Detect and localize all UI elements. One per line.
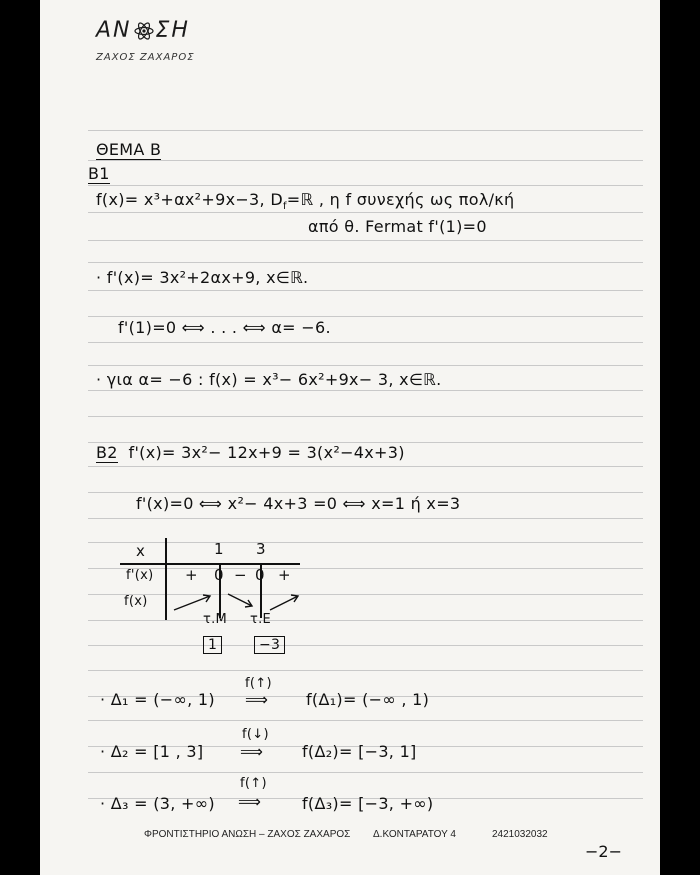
ruled-line: [88, 262, 643, 263]
bullet: ·: [100, 742, 106, 761]
b2-label: Β2: [96, 443, 118, 462]
b1-continuity: , η f συνεχής ως πολ/κή: [318, 190, 515, 209]
row-x-label: x: [136, 542, 146, 560]
interval-name: Δ₃: [110, 794, 129, 813]
notebook-page: [40, 0, 660, 875]
ruled-line: [88, 542, 643, 543]
logo-subtitle: ΖΑΧΟΣ ΖΑΧΑΡΟΣ: [96, 52, 195, 63]
footer-address: Δ.ΚΟΝΤΑΡΑΤΟΥ 4: [373, 829, 456, 840]
interval-row-1: [100, 690, 215, 709]
theme-title: ΘΕΜΑ Β: [96, 140, 162, 159]
table-hline: [120, 563, 300, 565]
b2-roots: f'(x)=0 ⟺ x²− 4x+3 =0 ⟺ x=1 ή x=3: [136, 494, 461, 513]
b1-derivative: · f'(x)= 3x²+2αx+9, x∈ℝ.: [96, 268, 309, 287]
ruled-line: [88, 240, 643, 241]
interval-value: = (3, +∞): [134, 794, 215, 813]
ruled-line: [88, 365, 643, 366]
x1-value: 1: [214, 540, 224, 558]
label-max: τ.Μ: [203, 612, 228, 627]
b1-result: · για α= −6 : f(x) = x³− 6x²+9x− 3, x∈ℝ.: [96, 370, 442, 389]
ruled-line: [88, 518, 643, 519]
b1-domain-sub: f: [282, 201, 287, 213]
zero-1: 0: [214, 566, 224, 584]
ruled-line: [88, 342, 643, 343]
ruled-line: [88, 670, 643, 671]
monotonicity-arrows: [170, 588, 310, 618]
b1-domain-rest: =ℝ: [286, 190, 314, 209]
ruled-line: [88, 316, 643, 317]
implies-arrow-2: ⟹: [240, 742, 264, 761]
interval-image-2: f(Δ₂)= [−3, 1]: [302, 742, 417, 761]
arrow-label-3: f(↑): [240, 776, 267, 791]
ruled-line: [88, 416, 643, 417]
logo-text-left: ΑΝ: [96, 18, 132, 43]
interval-image-1: f(Δ₁)= (−∞ , 1): [306, 690, 430, 709]
footer-phone: 2421032032: [492, 829, 548, 840]
label-min: τ.Ε: [250, 612, 272, 627]
x2-value: 3: [256, 540, 266, 558]
ruled-line: [88, 185, 643, 186]
arrow-down: [228, 594, 252, 607]
interval-value: = (−∞, 1): [134, 690, 215, 709]
b1-function-line: [96, 190, 514, 212]
interval-name: Δ₂: [110, 742, 129, 761]
sign-2: −: [234, 566, 247, 584]
sign-1: +: [185, 566, 198, 584]
implies-arrow-1: ⟹: [245, 690, 269, 709]
bullet: ·: [100, 690, 106, 709]
interval-value: = [1 , 3]: [134, 742, 204, 761]
b1-domain-prefix: , D: [259, 190, 283, 209]
ruled-line: [88, 772, 643, 773]
sign-3: +: [278, 566, 291, 584]
b1-label: Β1: [88, 164, 110, 183]
logo-text-right: ΣΗ: [155, 18, 190, 43]
arrow-label-1: f(↑): [245, 676, 272, 691]
ruled-line: [88, 290, 643, 291]
ruled-line: [88, 130, 643, 131]
zero-2: 0: [255, 566, 265, 584]
bullet: ·: [100, 794, 106, 813]
ruled-line: [88, 568, 643, 569]
ruled-line: [88, 390, 643, 391]
implies-arrow-3: ⟹: [238, 792, 262, 811]
interval-image-3: f(Δ₃)= [−3, +∞): [302, 794, 434, 813]
arrow-up-1: [174, 595, 210, 610]
page-number: −2−: [585, 842, 622, 861]
ruled-line: [88, 645, 643, 646]
arrow-up-2: [270, 595, 298, 610]
b1-solve: f'(1)=0 ⟺ . . . ⟺ α= −6.: [118, 318, 331, 337]
b2-derivative: f'(x)= 3x²− 12x+9 = 3(x²−4x+3): [128, 443, 405, 462]
footer-school: ΦΡΟΝΤΙΣΤΗΡΙΟ ΑΝΩΣΗ – ΖΑΧΟΣ ΖΑΧΑΡΟΣ: [144, 829, 351, 840]
ruled-line: [88, 620, 643, 621]
ruled-line: [88, 720, 643, 721]
value-min: −3: [254, 636, 285, 654]
ruled-line: [88, 466, 643, 467]
b2-line: [96, 443, 405, 462]
row-f-label: f(x): [124, 594, 148, 609]
value-max: 1: [203, 636, 222, 654]
interval-row-3: [100, 794, 215, 813]
interval-name: Δ₁: [110, 690, 129, 709]
b1-function: f(x)= x³+αx²+9x−3: [96, 190, 260, 209]
arrow-label-2: f(↓): [242, 727, 269, 742]
b1-fermat: από θ. Fermat f'(1)=0: [308, 217, 487, 236]
row-fprime-label: f'(x): [126, 568, 154, 583]
interval-row-2: [100, 742, 203, 761]
ruled-line: [88, 160, 643, 161]
table-vline: [165, 538, 167, 620]
atom-icon: [133, 20, 155, 42]
logo: [96, 18, 190, 43]
ruled-line: [88, 492, 643, 493]
